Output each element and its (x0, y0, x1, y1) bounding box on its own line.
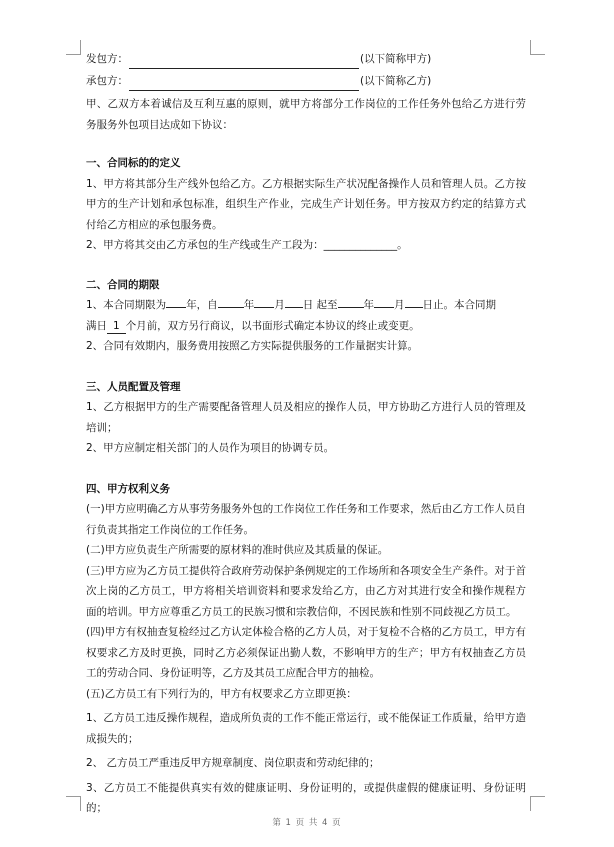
crop-mark-top-right (530, 40, 545, 55)
end-month-blank[interactable] (374, 295, 394, 308)
start-year-blank[interactable] (218, 295, 244, 308)
term-text: 日止。本合同期 (422, 299, 497, 311)
term-text: 年 (243, 299, 255, 311)
party-a-suffix: (以下简称甲方) (360, 52, 432, 65)
section-4-clause-5: (五)乙方员工有下列行为的，甲方有权要求乙方立即更换： (86, 687, 357, 700)
term-text: 年 (363, 299, 375, 311)
section-4-clause-2: (二)甲方应负责生产所需要的原材料的准时供应及其质量的保证。 (86, 544, 389, 556)
section-4-item-2: 2、 乙方员工严重违反甲方规章制度、岗位职责和劳动纪律的； (86, 757, 380, 769)
party-a-line (86, 47, 526, 69)
term-text: 1、本合同期限为 (86, 299, 167, 311)
section-4-item-3: 3、乙方员工不能提供真实有效的健康证明、身份证明的，或提供虚假的健康证明、身份证明的； (86, 781, 526, 814)
start-month-blank[interactable] (254, 295, 274, 308)
section-2-item-1-line-1 (86, 295, 526, 316)
crop-mark-bottom-left (66, 796, 81, 811)
term-text: 满日 (86, 319, 107, 332)
section-4-clause-3: (三)甲方应为乙方员工提供符合政府劳动保护条例规定的工作场所和各项安全生产条件。对于首次上岗的乙方员工，甲方将相关培训资料和要求发给乙方，由乙方对其进行安全和操作规程方面的培训。甲方应尊重乙方员工的民族习惯和宗教信仰，不因民族和性别不同歧视乙方员工。 (86, 564, 526, 618)
section-4-item-1: 1、乙方员工违反操作规程，造成所负责的工作不能正常运行，或不能保证工作质量，给甲方造成损失的； (86, 712, 526, 745)
start-day-blank[interactable] (285, 295, 303, 308)
term-text: 月 (274, 299, 285, 311)
party-b-line (86, 69, 526, 91)
term-text: 个月前，双方另行商议，以书面形式确定本协议的终止或变更。 (125, 319, 420, 332)
end-year-blank[interactable] (338, 295, 364, 308)
section-4-clause-4: (四)甲方有权抽查复检经过乙方认定体检合格的乙方人员，对于复检不合格的乙方员工，甲方有权要求乙方及时更换，同时乙方必须保证出勤人数，不影响甲方的生产；甲方有权抽查乙方员工的劳动合同、身份证明等，乙方及其员工应配合甲方的抽检。 (86, 626, 526, 679)
section-2-item-2: 2、合同有效期内，服务费用按照乙方实际提供服务的工作量据实计算。 (86, 340, 419, 352)
section-1-heading: 一、合同标的的定义 (86, 157, 181, 169)
crop-mark-top-left (66, 40, 81, 55)
section-4-heading: 四、甲方权利义务 (86, 482, 170, 495)
party-b-label: 承包方： (86, 74, 128, 87)
party-a-blank[interactable] (129, 54, 359, 69)
section-4-clause-1: (一)甲方应明确乙方从事劳务服务外包的工作岗位工作任务和工作要求，然后由乙方工作人员自行负责其指定工作岗位的工作任务。 (86, 503, 526, 536)
party-b-suffix: (以下简称乙方) (360, 74, 432, 87)
section-3-item-2: 2、甲方应制定相关部门的人员作为项目的协调专员。 (86, 442, 335, 454)
section-2-item-1-line-2 (86, 316, 526, 337)
section-3-heading: 三、人员配置及管理 (86, 380, 181, 393)
end-day-blank[interactable] (405, 295, 423, 308)
party-b-blank[interactable] (129, 76, 359, 91)
notice-months-field[interactable]: 1 (107, 320, 126, 334)
section-1-item-1: 1、甲方将其部分生产线外包给乙方。乙方根据实际生产状况配备操作人员和管理人员。乙方按甲方的生产计划和承包标准，组织生产作业，完成生产计划任务。甲方按双方约定的结算方式付给乙方相应的承包服务费。 (86, 177, 526, 231)
section-1-item-2: 2、甲方将其交由乙方承包的生产线或生产工段为：______________。 (86, 239, 408, 251)
term-text: 月 (394, 299, 405, 311)
section-3-item-1: 1、乙方根据甲方的生产需要配备管理人员及相应的操作人员，甲方协助乙方进行人员的管理及培训； (86, 401, 526, 434)
term-text: 年，自 (186, 299, 218, 311)
page-footer: 第 1 页 共 4 页 (272, 818, 342, 828)
intro-paragraph: 甲、乙双方本着诚信及互利互惠的原则，就甲方将部分工作岗位的工作任务外包给乙方进行劳务服务外包项目达成如下协议： (86, 98, 526, 131)
section-2-heading: 二、合同的期限 (86, 278, 160, 291)
crop-mark-bottom-right (530, 796, 545, 811)
party-a-label: 发包方： (86, 52, 128, 65)
term-text: 日 起至 (302, 299, 338, 311)
document-body (86, 47, 526, 819)
term-years-blank[interactable] (166, 295, 186, 308)
